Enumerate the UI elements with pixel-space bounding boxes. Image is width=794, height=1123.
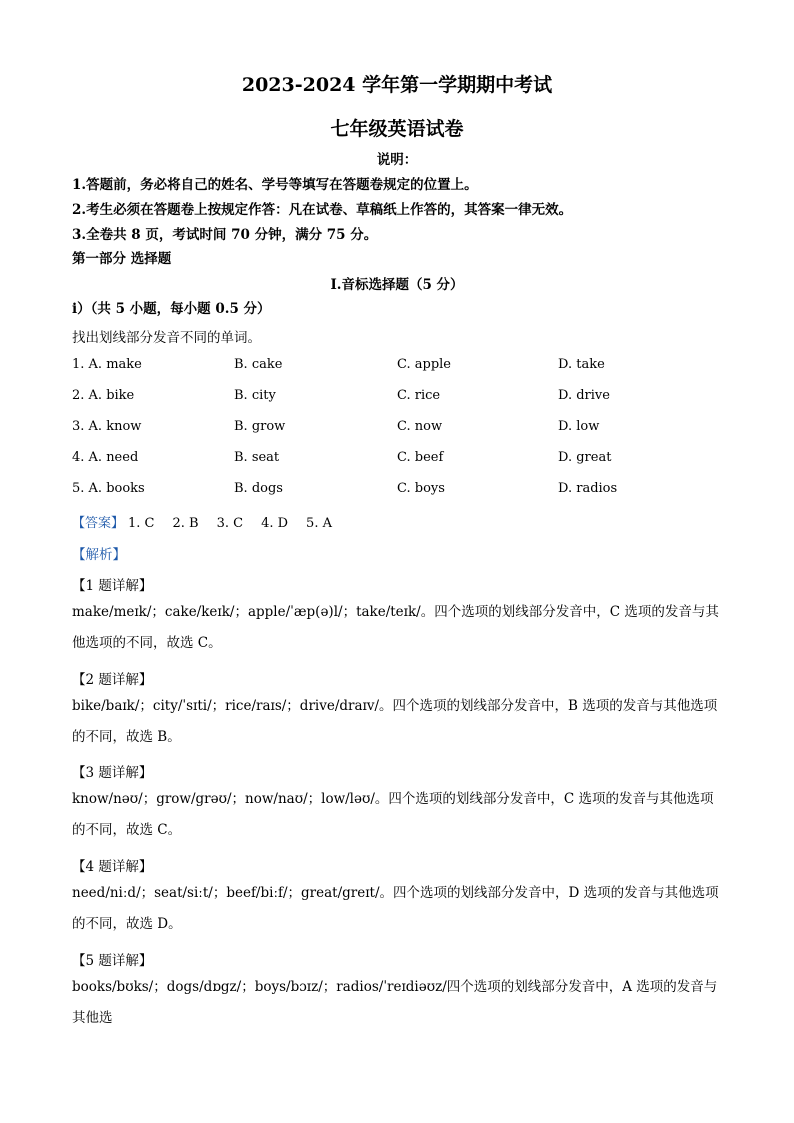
option-b: B. dogs [234,481,283,496]
detail-text-4: need/niːd/；seat/siːt/；beef/biːf/；great/greɪt/。四个选项的划线部分发音中，D 选项的发音与其他选项的不同，故选 D。 [72,885,719,932]
option-d: D. drive [558,388,610,403]
answer-item: 4. D [261,516,289,531]
detail-title-2: 【2 题详解】 [72,672,153,688]
question-row [72,388,732,406]
question-row [72,419,732,437]
option-c: C. boys [397,481,445,496]
option-a: 4. A. need [72,450,139,465]
option-c: C. now [397,419,443,434]
section-sub: i）（共 5 小题，每小题 0.5 分） [72,301,271,317]
answer-item: 5. A [306,516,332,531]
instruction-item-2: 2.考生必须在答题卷上按规定作答：凡在试卷、草稿纸上作答的，其答案一律无效。 [72,202,573,218]
section-direction: 找出划线部分发音不同的单词。 [72,330,261,346]
option-d: D. radios [558,481,618,496]
option-a: 1. A. make [72,357,142,372]
answer-tag: 【答案】 [72,516,125,531]
analysis-tag: 【解析】 [72,547,126,563]
answer-row [72,512,332,531]
instruction-item-1: 1.答题前，务必将自己的姓名、学号等填写在答题卷规定的位置上。 [72,177,478,193]
question-row [72,481,732,499]
question-row [72,357,732,375]
detail-title-3: 【3 题详解】 [72,765,153,781]
detail-title-4: 【4 题详解】 [72,859,153,875]
option-d: D. low [558,419,600,434]
section-title: I.音标选择题（5 分） [330,277,464,293]
detail-title-5: 【5 题详解】 [72,953,153,969]
detail-title-1: 【1 题详解】 [72,578,153,594]
question-row [72,450,732,468]
option-a: 3. A. know [72,419,142,434]
option-b: B. grow [234,419,286,434]
exam-title: 2023-2024 学年第一学期期中考试 [241,74,553,96]
option-b: B. cake [234,357,283,372]
option-b: B. city [234,388,276,403]
instruction-item-3: 3.全卷共 8 页，考试时间 70 分钟，满分 75 分。 [72,227,378,243]
exam-subtitle: 七年级英语试卷 [330,118,464,140]
answer-item: 1. C [128,516,155,531]
option-b: B. seat [234,450,280,465]
option-c: C. beef [397,450,444,465]
answer-item: 3. C [216,516,244,531]
detail-text-1: make/meɪk/；cake/keɪk/；apple/ˈæp(ə)l/；take/teɪk/。四个选项的划线部分发音中，C 选项的发音与其他选项的不同，故选 C。 [72,604,719,651]
instructions-label: 说明： [376,152,418,168]
option-d: D. take [558,357,605,372]
option-d: D. great [558,450,612,465]
option-a: 5. A. books [72,481,145,496]
detail-text-5: books/bʊks/；dogs/dɒgz/；boys/bɔɪz/；radios/ˈreɪdiəʊz/四个选项的划线部分发音中，A 选项的发音与其他选 [72,979,718,1026]
option-c: C. apple [397,357,451,372]
answer-item: 2. B [172,516,199,531]
part-heading: 第一部分 选择题 [72,251,172,267]
option-a: 2. A. bike [72,388,135,403]
option-c: C. rice [397,388,441,403]
detail-text-3: know/nəʊ/；grow/grəʊ/；now/naʊ/；low/ləʊ/。四个选项的划线部分发音中，C 选项的发音与其他选项的不同，故选 C。 [72,791,714,838]
detail-text-2: bike/baɪk/；city/ˈsɪti/；rice/raɪs/；drive/draɪv/。四个选项的划线部分发音中，B 选项的发音与其他选项的不同，故选 B。 [72,698,718,745]
